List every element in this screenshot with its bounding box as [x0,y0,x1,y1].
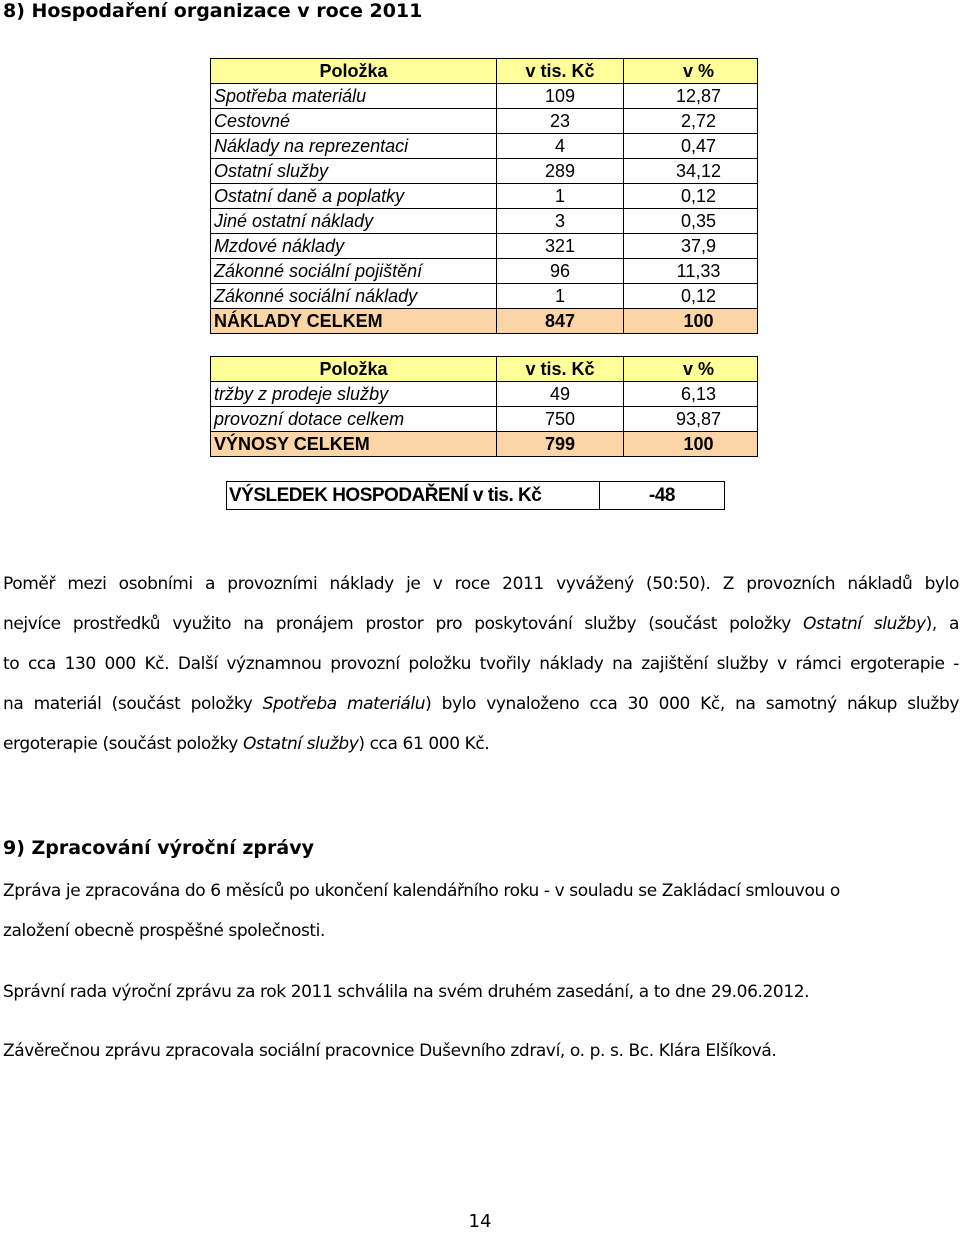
table-row [211,134,758,159]
row-percent: 93,87 [624,407,758,432]
row-percent: 0,12 [624,184,758,209]
page-number: 14 [468,1211,492,1232]
paragraph-text: na materiál (součást položky [3,694,263,714]
row-item: Zákonné sociální náklady [211,284,497,309]
paragraph-line [3,724,959,764]
row-percent: 6,13 [624,382,758,407]
row-percent: 34,12 [624,159,758,184]
total-item: NÁKLADY CELKEM [211,309,497,334]
revenue-total-row [211,432,758,457]
paragraph-line [3,684,959,724]
row-percent: 11,33 [624,259,758,284]
row-percent: 37,9 [624,234,758,259]
row-amount: 3 [497,209,624,234]
paragraph-line: Poměř mezi osobními a provozními náklady je v roce 2011 vyvážený (50:50). Z provozních nákladů bylo [3,574,959,594]
row-amount: 750 [497,407,624,432]
result-box [226,481,725,510]
total-amount: 799 [497,432,624,457]
report-paragraph-line: Zpráva je zpracována do 6 měsíců po ukončení kalendářního roku - v souladu se Zakládací smlouvou o [3,881,840,901]
paragraph-text: nejvíce prostředků využito na pronájem prostor pro poskytování služby (součást položky [3,614,804,634]
row-percent: 0,47 [624,134,758,159]
result-row [227,482,725,510]
row-item: Zákonné sociální pojištění [211,259,497,284]
row-item: Jiné ostatní náklady [211,209,497,234]
table-row [211,84,758,109]
costs-table [210,58,758,334]
header-percent: v % [624,357,758,382]
table-row [211,184,758,209]
row-percent: 0,12 [624,284,758,309]
row-item: Spotřeba materiálu [211,84,497,109]
paragraph-line [3,604,959,644]
paragraph-line: to cca 130 000 Kč. Další významnou provozní položku tvořily náklady na zajištění služby v rámci ergoterapie - [3,654,959,674]
total-item: VÝNOSY CELKEM [211,432,497,457]
paragraph-text: ) bylo vynaloženo cca 30 000 Kč, na samotný nákup služby [425,694,959,714]
row-amount: 321 [497,234,624,259]
paragraph-emphasis: Ostatní služby [242,734,359,754]
section-9-heading: 9) Zpracování výroční zprávy [3,837,314,859]
header-percent: v % [624,59,758,84]
row-amount: 4 [497,134,624,159]
revenue-table-header [211,357,758,382]
table-row [211,407,758,432]
row-amount: 96 [497,259,624,284]
report-paragraph-line: založení obecně prospěšné společnosti. [3,921,325,941]
paragraph-text: ) cca 61 000 Kč. [358,734,490,754]
table-row [211,234,758,259]
header-item: Položka [211,357,497,382]
table-row [211,259,758,284]
row-percent: 2,72 [624,109,758,134]
table-row [211,159,758,184]
paragraph-emphasis: Ostatní služby [803,614,926,634]
row-amount: 23 [497,109,624,134]
section-8-heading: 8) Hospodaření organizace v roce 2011 [3,0,423,22]
row-item: provozní dotace celkem [211,407,497,432]
row-amount: 109 [497,84,624,109]
row-amount: 1 [497,184,624,209]
total-percent: 100 [624,432,758,457]
table-row [211,382,758,407]
total-amount: 847 [497,309,624,334]
paragraph-text: ergoterapie (součást položky [3,734,243,754]
row-item: Náklady na reprezentaci [211,134,497,159]
total-percent: 100 [624,309,758,334]
table-row [211,209,758,234]
row-amount: 289 [497,159,624,184]
header-amount: v tis. Kč [497,357,624,382]
paragraph-text: ), a [925,614,960,634]
row-item: Ostatní služby [211,159,497,184]
row-percent: 0,35 [624,209,758,234]
row-amount: 1 [497,284,624,309]
costs-table-header [211,59,758,84]
row-item: Cestovné [211,109,497,134]
paragraph-emphasis: Spotřeba materiálu [262,694,426,714]
row-item: Mzdové náklady [211,234,497,259]
table-row [211,284,758,309]
table-row [211,109,758,134]
row-amount: 49 [497,382,624,407]
costs-total-row [211,309,758,334]
result-value: -48 [600,482,725,510]
header-item: Položka [211,59,497,84]
row-item: tržby z prodeje služby [211,382,497,407]
row-item: Ostatní daně a poplatky [211,184,497,209]
economy-paragraph [3,564,959,764]
result-label: VÝSLEDEK HOSPODAŘENÍ v tis. Kč [227,482,600,510]
header-amount: v tis. Kč [497,59,624,84]
revenue-table [210,356,758,457]
author-text: Závěrečnou zprávu zpracovala sociální pracovnice Duševního zdraví, o. p. s. Bc. Klára Elšíková. [3,1041,777,1061]
row-percent: 12,87 [624,84,758,109]
board-approval-text: Správní rada výroční zprávu za rok 2011 schválila na svém druhém zasedání, a to dne 29.06.2012. [3,982,810,1002]
